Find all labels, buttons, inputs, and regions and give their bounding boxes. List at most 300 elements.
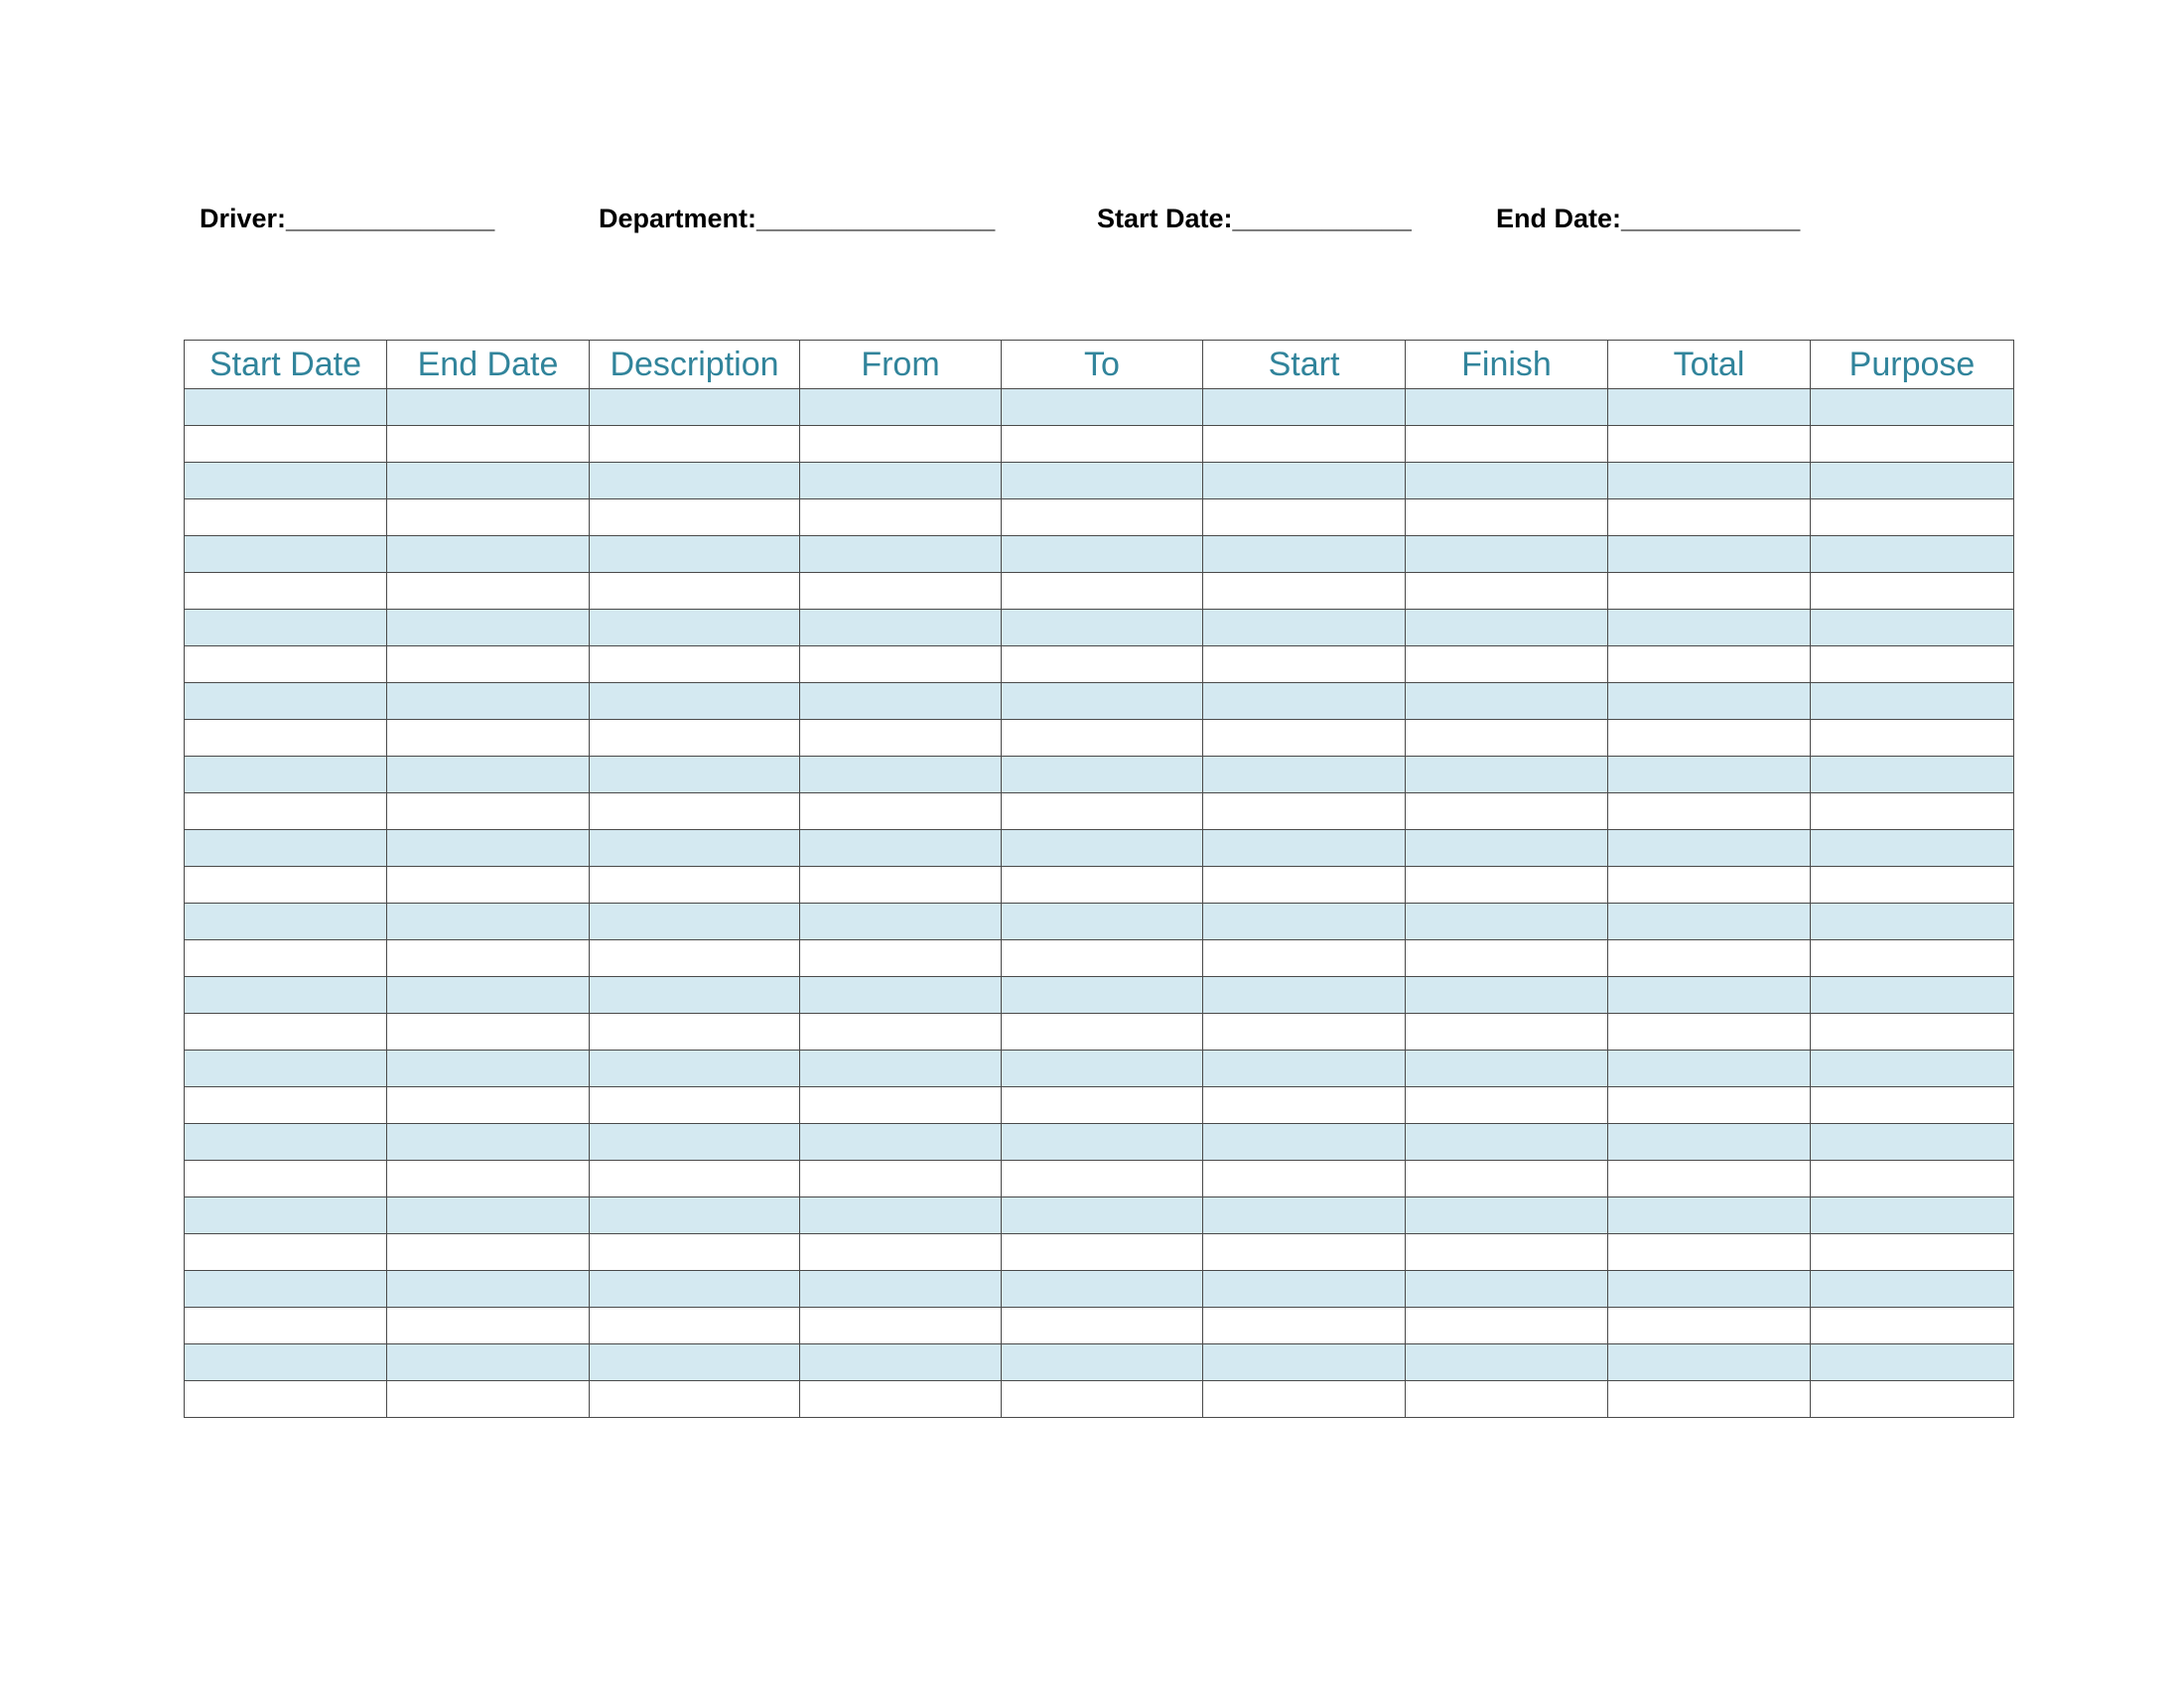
table-cell[interactable] xyxy=(1406,1271,1608,1308)
table-cell[interactable] xyxy=(1406,793,1608,830)
table-cell[interactable] xyxy=(1406,426,1608,463)
table-row xyxy=(185,646,2014,683)
table-cell[interactable] xyxy=(1002,1161,1203,1197)
table-cell[interactable] xyxy=(800,389,1002,426)
table-cell[interactable] xyxy=(1608,1124,1811,1161)
table-cell[interactable] xyxy=(185,940,387,977)
table-cell[interactable] xyxy=(1002,1234,1203,1271)
table-cell[interactable] xyxy=(1608,977,1811,1014)
table-cell[interactable] xyxy=(1811,793,2014,830)
table-cell[interactable] xyxy=(800,1014,1002,1051)
table-cell[interactable] xyxy=(1406,1051,1608,1087)
table-row xyxy=(185,977,2014,1014)
table-cell[interactable] xyxy=(387,977,590,1014)
table-cell[interactable] xyxy=(1002,1197,1203,1234)
table-cell[interactable] xyxy=(1002,830,1203,867)
driver-blank[interactable]: ______________ xyxy=(286,204,495,233)
table-cell[interactable] xyxy=(1002,1308,1203,1344)
table-cell[interactable] xyxy=(1406,904,1608,940)
table-cell[interactable] xyxy=(1608,573,1811,610)
table-cell[interactable] xyxy=(590,536,800,573)
end-date-field[interactable] xyxy=(1496,201,1800,236)
table-cell[interactable] xyxy=(1608,646,1811,683)
table-cell[interactable] xyxy=(1203,720,1406,757)
header-fields xyxy=(0,201,2184,236)
table-cell[interactable] xyxy=(1002,426,1203,463)
table-cell[interactable] xyxy=(185,1124,387,1161)
table-cell[interactable] xyxy=(590,720,800,757)
table-cell[interactable] xyxy=(1203,830,1406,867)
table-row xyxy=(185,610,2014,646)
table-cell[interactable] xyxy=(1811,757,2014,793)
table-cell[interactable] xyxy=(387,904,590,940)
start-date-label: Start Date: xyxy=(1097,204,1233,233)
table-cell[interactable] xyxy=(590,573,800,610)
table-cell[interactable] xyxy=(387,1087,590,1124)
table-cell[interactable] xyxy=(590,904,800,940)
table-cell[interactable] xyxy=(1203,757,1406,793)
table-cell[interactable] xyxy=(590,977,800,1014)
table-cell[interactable] xyxy=(590,867,800,904)
start-date-blank[interactable]: ____________ xyxy=(1232,204,1412,233)
table-cell[interactable] xyxy=(1002,573,1203,610)
table-cell[interactable] xyxy=(1608,1051,1811,1087)
table-cell[interactable] xyxy=(387,757,590,793)
table-cell[interactable] xyxy=(1002,389,1203,426)
table-cell[interactable] xyxy=(1608,683,1811,720)
table-cell[interactable] xyxy=(387,1161,590,1197)
table-cell[interactable] xyxy=(1608,1308,1811,1344)
column-header-purpose: Purpose xyxy=(1811,341,2014,389)
table-cell[interactable] xyxy=(590,1051,800,1087)
table-cell[interactable] xyxy=(590,389,800,426)
table-cell[interactable] xyxy=(1406,940,1608,977)
table-cell[interactable] xyxy=(1002,1051,1203,1087)
table-cell[interactable] xyxy=(1203,426,1406,463)
table-cell[interactable] xyxy=(1406,1344,1608,1381)
table-cell[interactable] xyxy=(1203,463,1406,499)
table-cell[interactable] xyxy=(1406,610,1608,646)
table-cell[interactable] xyxy=(1608,426,1811,463)
table-cell[interactable] xyxy=(1811,1051,2014,1087)
column-header-end-date: End Date xyxy=(387,341,590,389)
table-cell[interactable] xyxy=(1002,757,1203,793)
table-cell[interactable] xyxy=(1811,610,2014,646)
table-cell[interactable] xyxy=(1002,646,1203,683)
table-cell[interactable] xyxy=(1608,904,1811,940)
table-row xyxy=(185,389,2014,426)
table-cell[interactable] xyxy=(387,389,590,426)
table-cell[interactable] xyxy=(590,610,800,646)
table-cell[interactable] xyxy=(1811,683,2014,720)
table-cell[interactable] xyxy=(1811,573,2014,610)
table-cell[interactable] xyxy=(1608,757,1811,793)
table-cell[interactable] xyxy=(590,793,800,830)
table-cell[interactable] xyxy=(185,573,387,610)
table-cell[interactable] xyxy=(185,867,387,904)
table-cell[interactable] xyxy=(1811,720,2014,757)
table-cell[interactable] xyxy=(1203,1344,1406,1381)
table-cell[interactable] xyxy=(590,426,800,463)
table-cell[interactable] xyxy=(1608,463,1811,499)
table-cell[interactable] xyxy=(185,463,387,499)
table-row xyxy=(185,1161,2014,1197)
table-cell[interactable] xyxy=(1811,1234,2014,1271)
table-cell[interactable] xyxy=(1608,867,1811,904)
table-cell[interactable] xyxy=(185,536,387,573)
table-cell[interactable] xyxy=(1608,1197,1811,1234)
table-cell[interactable] xyxy=(387,1124,590,1161)
table-cell[interactable] xyxy=(1406,499,1608,536)
table-header-row xyxy=(185,341,2014,389)
table-cell[interactable] xyxy=(1406,389,1608,426)
table-cell[interactable] xyxy=(1203,1124,1406,1161)
table-cell[interactable] xyxy=(1203,646,1406,683)
table-cell[interactable] xyxy=(1203,1234,1406,1271)
table-row xyxy=(185,1124,2014,1161)
table-cell[interactable] xyxy=(1811,830,2014,867)
table-cell[interactable] xyxy=(1811,1014,2014,1051)
table-cell[interactable] xyxy=(1811,426,2014,463)
table-cell[interactable] xyxy=(1203,389,1406,426)
table-cell[interactable] xyxy=(1203,1087,1406,1124)
table-cell[interactable] xyxy=(590,1308,800,1344)
table-cell[interactable] xyxy=(590,830,800,867)
table-cell[interactable] xyxy=(185,757,387,793)
table-cell[interactable] xyxy=(800,940,1002,977)
table-cell[interactable] xyxy=(1811,646,2014,683)
table-cell[interactable] xyxy=(1406,683,1608,720)
table-cell[interactable] xyxy=(387,867,590,904)
table-cell[interactable] xyxy=(185,1308,387,1344)
table-cell[interactable] xyxy=(1002,463,1203,499)
table-cell[interactable] xyxy=(1406,1197,1608,1234)
table-cell[interactable] xyxy=(800,426,1002,463)
table-cell[interactable] xyxy=(1002,1381,1203,1418)
table-cell[interactable] xyxy=(1811,867,2014,904)
table-cell[interactable] xyxy=(590,757,800,793)
table-cell[interactable] xyxy=(185,389,387,426)
table-cell[interactable] xyxy=(185,683,387,720)
table-cell[interactable] xyxy=(1811,1161,2014,1197)
column-header-from: From xyxy=(800,341,1002,389)
table-cell[interactable] xyxy=(1203,573,1406,610)
table-cell[interactable] xyxy=(1203,499,1406,536)
table-cell[interactable] xyxy=(1406,1381,1608,1418)
table-cell[interactable] xyxy=(387,536,590,573)
table-cell[interactable] xyxy=(1002,536,1203,573)
table-cell[interactable] xyxy=(387,1234,590,1271)
table-cell[interactable] xyxy=(1811,1344,2014,1381)
table-cell[interactable] xyxy=(590,1124,800,1161)
table-cell[interactable] xyxy=(1608,610,1811,646)
table-cell[interactable] xyxy=(185,1197,387,1234)
table-cell[interactable] xyxy=(387,940,590,977)
table-cell[interactable] xyxy=(1406,1124,1608,1161)
table-cell[interactable] xyxy=(800,1161,1002,1197)
table-cell[interactable] xyxy=(1002,683,1203,720)
table-cell[interactable] xyxy=(800,1344,1002,1381)
table-row xyxy=(185,720,2014,757)
table-cell[interactable] xyxy=(387,499,590,536)
table-cell[interactable] xyxy=(800,646,1002,683)
table-cell[interactable] xyxy=(1203,793,1406,830)
table-row xyxy=(185,904,2014,940)
start-date-field[interactable] xyxy=(1097,201,1412,236)
table-cell[interactable] xyxy=(185,610,387,646)
table-cell[interactable] xyxy=(1608,1271,1811,1308)
table-cell[interactable] xyxy=(387,830,590,867)
table-cell[interactable] xyxy=(1406,1014,1608,1051)
table-cell[interactable] xyxy=(387,720,590,757)
table-cell[interactable] xyxy=(1002,720,1203,757)
table-cell[interactable] xyxy=(1811,389,2014,426)
table-cell[interactable] xyxy=(1608,793,1811,830)
table-cell[interactable] xyxy=(800,1234,1002,1271)
table-cell[interactable] xyxy=(1002,904,1203,940)
table-cell[interactable] xyxy=(800,1087,1002,1124)
table-row xyxy=(185,426,2014,463)
table-cell[interactable] xyxy=(1002,1124,1203,1161)
table-row xyxy=(185,463,2014,499)
table-cell[interactable] xyxy=(1002,1087,1203,1124)
table-cell[interactable] xyxy=(1811,463,2014,499)
table-cell[interactable] xyxy=(185,977,387,1014)
table-cell[interactable] xyxy=(185,830,387,867)
table-cell[interactable] xyxy=(1811,536,2014,573)
table-cell[interactable] xyxy=(1203,940,1406,977)
table-cell[interactable] xyxy=(1811,1271,2014,1308)
table-cell[interactable] xyxy=(387,463,590,499)
table-cell[interactable] xyxy=(590,683,800,720)
table-cell[interactable] xyxy=(387,1051,590,1087)
table-cell[interactable] xyxy=(590,1271,800,1308)
department-label: Department: xyxy=(599,204,757,233)
table-cell[interactable] xyxy=(1811,977,2014,1014)
table-cell[interactable] xyxy=(1608,389,1811,426)
table-cell[interactable] xyxy=(1608,499,1811,536)
end-date-label: End Date: xyxy=(1496,204,1622,233)
driver-label: Driver: xyxy=(200,204,287,233)
table-cell[interactable] xyxy=(1406,1161,1608,1197)
column-header-start-date: Start Date xyxy=(185,341,387,389)
table-cell[interactable] xyxy=(800,1308,1002,1344)
driver-field[interactable] xyxy=(200,201,494,236)
table-cell[interactable] xyxy=(185,499,387,536)
table-cell[interactable] xyxy=(800,757,1002,793)
table-cell[interactable] xyxy=(387,1271,590,1308)
table-cell[interactable] xyxy=(1406,1308,1608,1344)
table-cell[interactable] xyxy=(1608,1087,1811,1124)
table-cell[interactable] xyxy=(387,573,590,610)
table-cell[interactable] xyxy=(185,1014,387,1051)
table-cell[interactable] xyxy=(387,1381,590,1418)
column-header-total: Total xyxy=(1608,341,1811,389)
department-field[interactable] xyxy=(599,201,995,236)
table-cell[interactable] xyxy=(1203,1197,1406,1234)
table-cell[interactable] xyxy=(800,830,1002,867)
table-cell[interactable] xyxy=(800,573,1002,610)
table-cell[interactable] xyxy=(185,793,387,830)
table-cell[interactable] xyxy=(800,793,1002,830)
column-header-finish: Finish xyxy=(1406,341,1608,389)
table-cell[interactable] xyxy=(1002,940,1203,977)
table-cell[interactable] xyxy=(387,1308,590,1344)
table-cell[interactable] xyxy=(1608,830,1811,867)
table-cell[interactable] xyxy=(185,1161,387,1197)
table-cell[interactable] xyxy=(1002,793,1203,830)
table-cell[interactable] xyxy=(1203,977,1406,1014)
table-cell[interactable] xyxy=(1406,646,1608,683)
table-cell[interactable] xyxy=(1203,904,1406,940)
table-row xyxy=(185,1308,2014,1344)
table-cell[interactable] xyxy=(387,793,590,830)
table-cell[interactable] xyxy=(1406,536,1608,573)
table-cell[interactable] xyxy=(800,1124,1002,1161)
table-cell[interactable] xyxy=(185,720,387,757)
table-cell[interactable] xyxy=(387,426,590,463)
table-cell[interactable] xyxy=(590,1344,800,1381)
table-cell[interactable] xyxy=(1811,1381,2014,1418)
table-cell[interactable] xyxy=(590,1014,800,1051)
table-cell[interactable] xyxy=(1002,1271,1203,1308)
table-cell[interactable] xyxy=(1608,1161,1811,1197)
table-cell[interactable] xyxy=(185,1051,387,1087)
table-cell[interactable] xyxy=(1811,904,2014,940)
table-cell[interactable] xyxy=(1406,977,1608,1014)
table-cell[interactable] xyxy=(1203,610,1406,646)
table-cell[interactable] xyxy=(387,646,590,683)
table-row xyxy=(185,793,2014,830)
table-cell[interactable] xyxy=(590,1087,800,1124)
table-cell[interactable] xyxy=(590,463,800,499)
table-cell[interactable] xyxy=(1203,1051,1406,1087)
table-cell[interactable] xyxy=(185,426,387,463)
table-cell[interactable] xyxy=(800,499,1002,536)
table-row xyxy=(185,1197,2014,1234)
table-cell[interactable] xyxy=(185,1234,387,1271)
table-cell[interactable] xyxy=(185,1381,387,1418)
table-cell[interactable] xyxy=(1406,757,1608,793)
table-cell[interactable] xyxy=(1203,1161,1406,1197)
table-cell[interactable] xyxy=(800,683,1002,720)
table-row xyxy=(185,1381,2014,1418)
table-row xyxy=(185,867,2014,904)
table-cell[interactable] xyxy=(185,1344,387,1381)
table-cell[interactable] xyxy=(1203,867,1406,904)
table-cell[interactable] xyxy=(1406,1087,1608,1124)
table-cell[interactable] xyxy=(1811,940,2014,977)
table-cell[interactable] xyxy=(800,867,1002,904)
table-cell[interactable] xyxy=(1811,1197,2014,1234)
table-cell[interactable] xyxy=(1002,1344,1203,1381)
mileage-log-table xyxy=(184,340,2014,1418)
table-cell[interactable] xyxy=(1811,1124,2014,1161)
table-row xyxy=(185,1271,2014,1308)
table-cell[interactable] xyxy=(1811,1308,2014,1344)
table-cell[interactable] xyxy=(590,940,800,977)
table-body xyxy=(185,389,2014,1418)
table-cell[interactable] xyxy=(387,610,590,646)
table-cell[interactable] xyxy=(185,646,387,683)
table-cell[interactable] xyxy=(1608,940,1811,977)
table-cell[interactable] xyxy=(800,1381,1002,1418)
table-row xyxy=(185,830,2014,867)
table-cell[interactable] xyxy=(1203,683,1406,720)
table-cell[interactable] xyxy=(387,1197,590,1234)
table-cell[interactable] xyxy=(1608,1014,1811,1051)
table-cell[interactable] xyxy=(1002,610,1203,646)
table-row xyxy=(185,536,2014,573)
table-cell[interactable] xyxy=(1203,536,1406,573)
table-cell[interactable] xyxy=(800,1051,1002,1087)
table-cell[interactable] xyxy=(1406,867,1608,904)
table-cell[interactable] xyxy=(1608,536,1811,573)
table-cell[interactable] xyxy=(185,1271,387,1308)
table-cell[interactable] xyxy=(1002,1014,1203,1051)
column-header-start: Start xyxy=(1203,341,1406,389)
table-cell[interactable] xyxy=(387,1014,590,1051)
department-blank[interactable]: ________________ xyxy=(756,204,996,233)
table-cell[interactable] xyxy=(1406,830,1608,867)
table-row xyxy=(185,683,2014,720)
table-cell[interactable] xyxy=(1608,720,1811,757)
table-cell[interactable] xyxy=(800,1271,1002,1308)
table-row xyxy=(185,940,2014,977)
end-date-blank[interactable]: ____________ xyxy=(1621,204,1801,233)
table-cell[interactable] xyxy=(800,1197,1002,1234)
table-cell[interactable] xyxy=(1406,463,1608,499)
table-cell[interactable] xyxy=(800,610,1002,646)
table-cell[interactable] xyxy=(590,499,800,536)
table-row xyxy=(185,1344,2014,1381)
table-cell[interactable] xyxy=(1811,499,2014,536)
table-cell[interactable] xyxy=(800,536,1002,573)
table-cell[interactable] xyxy=(1608,1381,1811,1418)
column-header-description: Description xyxy=(590,341,800,389)
table-cell[interactable] xyxy=(1002,499,1203,536)
table-row xyxy=(185,1051,2014,1087)
table-cell[interactable] xyxy=(590,1234,800,1271)
table-cell[interactable] xyxy=(387,683,590,720)
table-cell[interactable] xyxy=(800,904,1002,940)
table-cell[interactable] xyxy=(800,977,1002,1014)
table-cell[interactable] xyxy=(1203,1271,1406,1308)
table-cell[interactable] xyxy=(590,1381,800,1418)
table-cell[interactable] xyxy=(590,1197,800,1234)
table-cell[interactable] xyxy=(1406,573,1608,610)
table-cell[interactable] xyxy=(1811,1087,2014,1124)
table-cell[interactable] xyxy=(1203,1308,1406,1344)
table-cell[interactable] xyxy=(185,1087,387,1124)
table-cell[interactable] xyxy=(800,463,1002,499)
table-cell[interactable] xyxy=(590,1161,800,1197)
table-cell[interactable] xyxy=(1203,1014,1406,1051)
table-cell[interactable] xyxy=(1002,867,1203,904)
table-cell[interactable] xyxy=(590,646,800,683)
table-cell[interactable] xyxy=(1608,1344,1811,1381)
table-cell[interactable] xyxy=(1203,1381,1406,1418)
table-cell[interactable] xyxy=(1002,977,1203,1014)
table-cell[interactable] xyxy=(1406,1234,1608,1271)
table-cell[interactable] xyxy=(1406,720,1608,757)
table-cell[interactable] xyxy=(185,904,387,940)
table-cell[interactable] xyxy=(800,720,1002,757)
table-cell[interactable] xyxy=(1608,1234,1811,1271)
column-header-to: To xyxy=(1002,341,1203,389)
table-row xyxy=(185,499,2014,536)
table-cell[interactable] xyxy=(387,1344,590,1381)
